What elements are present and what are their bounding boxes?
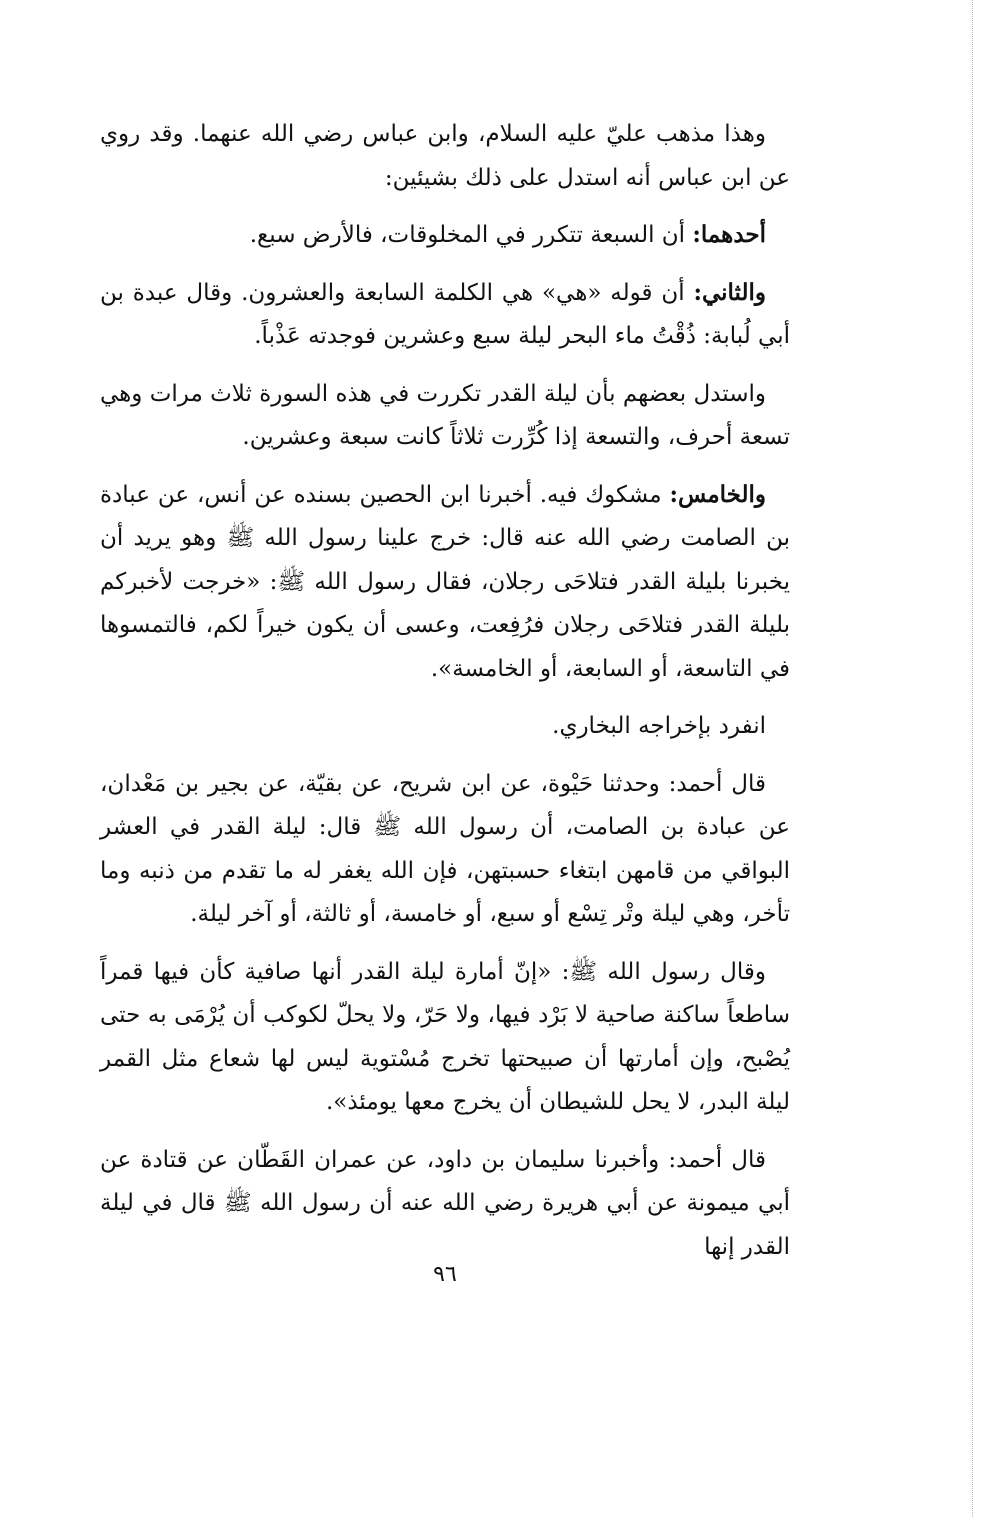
paragraph-8-text: وقال رسول الله ﷺ: «إنّ أمارة ليلة القدر أنها صافية كأن فيها قمراً ساطعاً ساكنة صاحية لا بَرْد فيها، ولا حَرّ، ولا يحلّ لكوكب أن يُرْمَى به حتى يُصْبح، وإن أمارتها أن صبيحتها تخرج مُسْتوية ليس لها شعاع مثل القمر ليلة البدر، لا يحل للشيطان أن يخرج معها يومئذ».: [100, 958, 790, 1115]
paragraph-9: [100, 1138, 790, 1270]
paragraph-5: [100, 473, 790, 692]
paragraph-2-lead: أحدهما:: [692, 221, 766, 248]
paragraph-9-text: قال أحمد: وأخبرنا سليمان بن داود، عن عمران القَطّان عن قتادة عن أبي ميمونة عن أبي هريرة رضي الله عنه أن رسول الله ﷺ قال في ليلة القدر إنها: [100, 1146, 790, 1260]
paragraph-2: [100, 213, 790, 258]
paragraph-3-text: أن قوله «هي» هي الكلمة السابعة والعشرون. وقال عبدة بن أبي لُبابة: ذُقْتُ ماء البحر ليلة سبع وعشرين فوجدته عَذْباً.: [100, 279, 790, 349]
page-number: ٩٦: [433, 1262, 457, 1287]
paragraph-1: [100, 112, 790, 200]
paragraph-4: [100, 372, 790, 460]
paragraph-1-text: وهذا مذهب عليّ عليه السلام، وابن عباس رضي الله عنهما. وقد روي عن ابن عباس أنه استدل على ذلك بشيئين:: [100, 121, 790, 191]
paragraph-6-text: انفرد بإخراجه البخاري.: [552, 713, 766, 739]
body-text: [100, 112, 790, 1282]
paragraph-6: [100, 704, 790, 749]
paragraph-7: [100, 762, 790, 937]
paragraph-3: [100, 271, 790, 359]
page-edge-dotted-line: [972, 0, 973, 1517]
paragraph-5-text: مشكوك فيه. أخبرنا ابن الحصين بسنده عن أنس، عن عبادة بن الصامت رضي الله عنه قال: خرج علينا رسول الله ﷺ وهو يريد أن يخبرنا بليلة القدر فتلاحَى رجلان، فقال رسول الله ﷺ: «خرجت لأخبركم بليلة القدر فتلاحَى رجلان فرُفِعت، وعسى أن يكون خيراً لكم، فالتمسوها في التاسعة، أو السابعة، أو الخامسة».: [100, 481, 790, 682]
paragraph-8: [100, 950, 790, 1125]
paragraph-5-lead: والخامس:: [669, 480, 766, 508]
paragraph-3-lead: والثاني:: [693, 278, 766, 306]
paragraph-2-text: أن السبعة تتكرر في المخلوقات، فالأرض سبع.: [249, 222, 693, 248]
paragraph-4-text: واستدل بعضهم بأن ليلة القدر تكررت في هذه السورة ثلاث مرات وهي تسعة أحرف، والتسعة إذا كُرِّرت ثلاثاً كانت سبعة وعشرين.: [100, 380, 790, 450]
paragraph-7-text: قال أحمد: وحدثنا حَيْوة، عن ابن شريح، عن بقيّة، عن بجير بن مَعْدان، عن عبادة بن الصامت، أن رسول الله ﷺ قال: ليلة القدر في العشر البواقي من قامهن ابتغاء حسبتهن، فإن الله يغفر له ما تقدم من ذنبه وما تأخر، وهي ليلة وتْر تِسْع أو سبع، أو خامسة، أو ثالثة، أو آخر ليلة.: [100, 770, 790, 927]
